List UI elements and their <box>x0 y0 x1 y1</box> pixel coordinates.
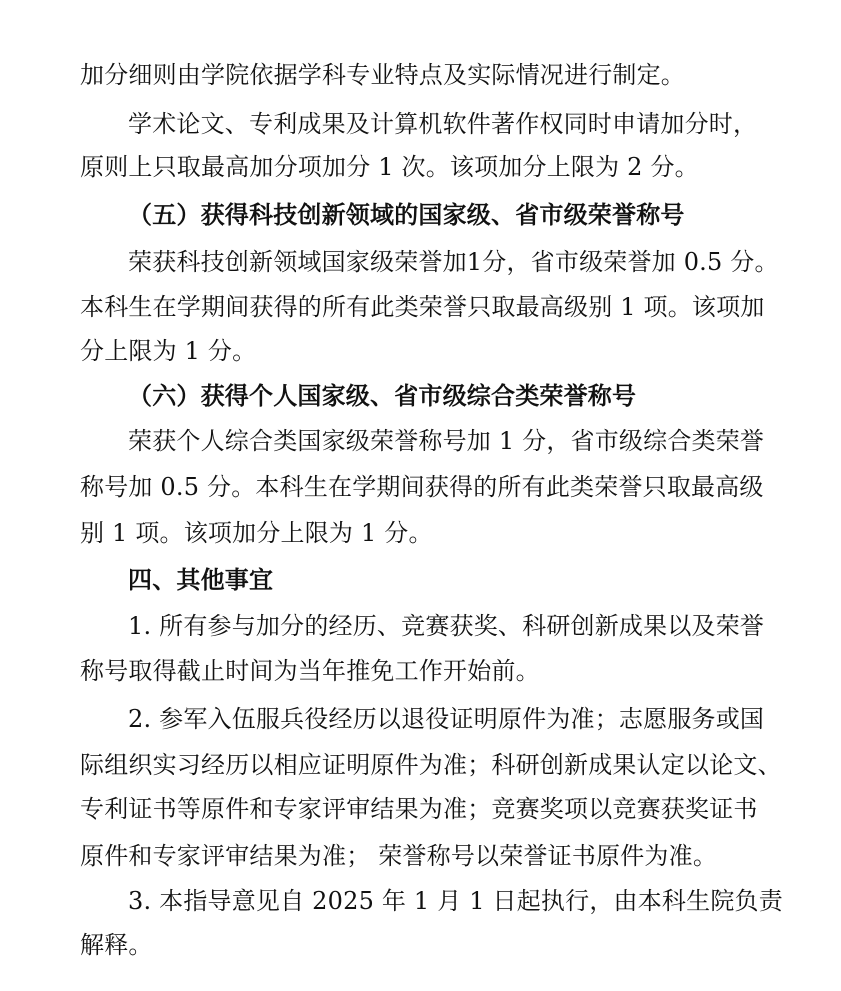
paragraph-line: 别 1 项。该项加分上限为 1 分。 <box>80 519 433 547</box>
paragraph-line: 际组织实习经历以相应证明原件为准；科研创新成果认定以论文、 <box>80 751 782 779</box>
paragraph-line: 分上限为 1 分。 <box>80 337 257 365</box>
paragraph-line: 本科生在学期间获得的所有此类荣誉只取最高级别 1 项。该项加 <box>80 293 765 321</box>
paragraph-line: 1. 所有参与加分的经历、竞赛获奖、科研创新成果以及荣誉 <box>128 612 765 640</box>
paragraph-line: 原则上只取最高加分项加分 1 次。该项加分上限为 2 分。 <box>80 153 699 181</box>
paragraph-line: 专利证书等原件和专家评审结果为准；竞赛奖项以竞赛获奖证书 <box>80 795 758 823</box>
paragraph-line: 解释。 <box>80 931 153 959</box>
paragraph-line: 称号取得截止时间为当年推免工作开始前。 <box>80 657 540 685</box>
paragraph-line: 荣获科技创新领域国家级荣誉加1分，省市级荣誉加 0.5 分。 <box>128 248 779 276</box>
paragraph-line: 原件和专家评审结果为准； 荣誉称号以荣誉证书原件为准。 <box>80 842 718 870</box>
paragraph-line: 2. 参军入伍服兵役经历以退役证明原件为准；志愿服务或国 <box>128 705 765 733</box>
paragraph-line: 荣获个人综合类国家级荣誉称号加 1 分，省市级综合类荣誉 <box>128 427 765 455</box>
section-heading: 四、其他事宜 <box>128 566 274 594</box>
paragraph-line: 加分细则由学院依据学科专业特点及实际情况进行制定。 <box>80 61 685 89</box>
section-subheading: （五）获得科技创新领域的国家级、省市级荣誉称号 <box>128 200 685 229</box>
section-subheading: （六）获得个人国家级、省市级综合类荣誉称号 <box>128 381 637 410</box>
paragraph-line: 3. 本指导意见自 2025 年 1 月 1 日起执行，由本科生院负责 <box>128 887 783 915</box>
paragraph-line: 学术论文、专利成果及计算机软件著作权同时申请加分时， <box>128 110 758 138</box>
paragraph-line: 称号加 0.5 分。本科生在学期间获得的所有此类荣誉只取最高级 <box>80 473 764 501</box>
